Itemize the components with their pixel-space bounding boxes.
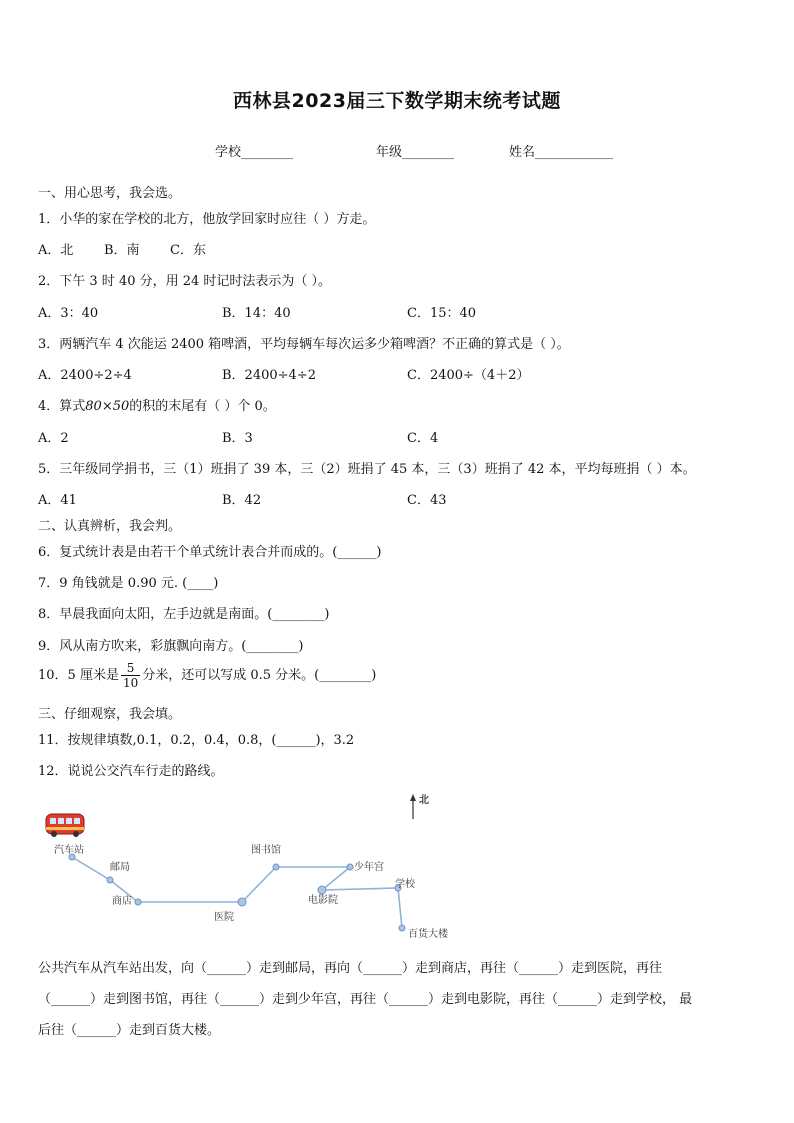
q4-prefix: 4．算式 bbox=[38, 399, 86, 414]
stop-label-post-office: 邮局 bbox=[110, 862, 130, 873]
q10-fraction bbox=[121, 661, 140, 690]
question-3: 3．两辆汽车 4 次能运 2400 箱啤酒，平均每辆车每次运多少箱啤酒？不正确的算式是（ ）。 bbox=[38, 337, 570, 352]
question-1: 1．小华的家在学校的北方，他放学回家时应往（ ）方走。 bbox=[38, 212, 376, 227]
stop-label-library: 图书馆 bbox=[251, 845, 281, 856]
q1-option-a: A．北 bbox=[38, 243, 74, 258]
q4-suffix: 的积的末尾有（ ）个 0。 bbox=[129, 399, 276, 414]
question-12: 12．说说公交汽车行走的路线。 bbox=[38, 764, 224, 779]
q4-option-a: A．2 bbox=[38, 431, 69, 446]
q10-numerator: 5 bbox=[121, 661, 140, 676]
stop-node bbox=[273, 864, 279, 870]
q10-denominator: 10 bbox=[122, 676, 139, 690]
section1-heading: 一、用心思考，我会选。 bbox=[38, 186, 182, 201]
q1-option-c: C．东 bbox=[170, 243, 206, 258]
bus-icon bbox=[46, 814, 84, 837]
stop-label-shop: 商店 bbox=[112, 896, 132, 907]
question-4 bbox=[38, 395, 276, 414]
q5-option-a: A．41 bbox=[38, 493, 77, 508]
stop-label-cinema: 电影院 bbox=[308, 895, 338, 906]
grade-field: 年级________ bbox=[376, 145, 455, 160]
route-text-line-1: 公共汽车从汽车站出发，向（______）走到邮局，再向（______）走到商店，再往（______）走到医院，再往 bbox=[38, 961, 663, 976]
stop-node bbox=[399, 925, 405, 931]
question-7: 7．9 角钱就是 0.90 元. (____) bbox=[38, 576, 219, 591]
page-title: 西林县2023届三下数学期末统考试题 bbox=[233, 90, 561, 112]
bus-route-map bbox=[36, 788, 476, 948]
q5-option-b: B．42 bbox=[222, 493, 262, 508]
question-9: 9．风从南方吹来，彩旗飘向南方。(________) bbox=[38, 639, 304, 654]
q4-expression: 80×50 bbox=[85, 399, 130, 414]
stop-label-hospital: 医院 bbox=[214, 912, 234, 923]
q3-option-a: A．2400÷2÷4 bbox=[38, 368, 132, 383]
section2-heading: 二、认真辨析，我会判。 bbox=[38, 519, 182, 534]
q2-option-b: B．14：40 bbox=[222, 306, 291, 321]
question-10 bbox=[38, 661, 376, 690]
q3-option-b: B．2400÷4÷2 bbox=[222, 368, 316, 383]
q4-option-b: B．3 bbox=[222, 431, 253, 446]
section3-heading: 三、仔细观察，我会填。 bbox=[38, 707, 182, 722]
question-5: 5．三年级同学捐书，三（1）班捐了 39 本，三（2）班捐了 45 本，三（3）班捐了 42 本，平均每班捐（ ）本。 bbox=[38, 462, 696, 477]
stop-label-youth-palace: 少年宫 bbox=[354, 862, 384, 873]
q10-prefix: 10．5 厘米是 bbox=[38, 668, 119, 683]
stop-node bbox=[318, 886, 326, 894]
q2-option-a: A．3：40 bbox=[38, 306, 99, 321]
route-text-line-2: （______）走到图书馆，再往（______）走到少年宫，再往（______）走到电影院，再往（______）走到学校， 最 bbox=[38, 992, 693, 1007]
stop-node bbox=[347, 864, 353, 870]
stop-node bbox=[238, 898, 246, 906]
stop-label-department-store: 百货大楼 bbox=[408, 929, 448, 940]
question-2: 2．下午 3 时 40 分，用 24 时记时法表示为（ ）。 bbox=[38, 274, 332, 289]
stop-node bbox=[135, 899, 141, 905]
stop-node bbox=[107, 877, 113, 883]
q1-option-b: B．南 bbox=[104, 243, 140, 258]
q3-option-c: C．2400÷（4＋2） bbox=[407, 368, 530, 383]
north-arrow-icon bbox=[410, 794, 416, 819]
q2-option-c: C．15：40 bbox=[407, 306, 477, 321]
question-11: 11．按规律填数,0.1，0.2，0.4，0.8，(______)，3.2 bbox=[38, 733, 355, 748]
q5-option-c: C．43 bbox=[407, 493, 447, 508]
north-label: 北 bbox=[419, 795, 429, 806]
q10-suffix: 分米，还可以写成 0.5 分米。(________) bbox=[142, 668, 377, 683]
stop-label-school: 学校 bbox=[395, 879, 415, 890]
question-8: 8．早晨我面向太阳，左手边就是南面。(________) bbox=[38, 607, 330, 622]
stop-label-bus-station: 汽车站 bbox=[54, 845, 84, 856]
school-field: 学校________ bbox=[215, 145, 294, 160]
question-6: 6．复式统计表是由若干个单式统计表合并而成的。(______) bbox=[38, 545, 382, 560]
q4-option-c: C．4 bbox=[407, 431, 439, 446]
name-field: 姓名____________ bbox=[509, 145, 614, 160]
route-text-line-3: 后往（______）走到百货大楼。 bbox=[38, 1023, 221, 1038]
